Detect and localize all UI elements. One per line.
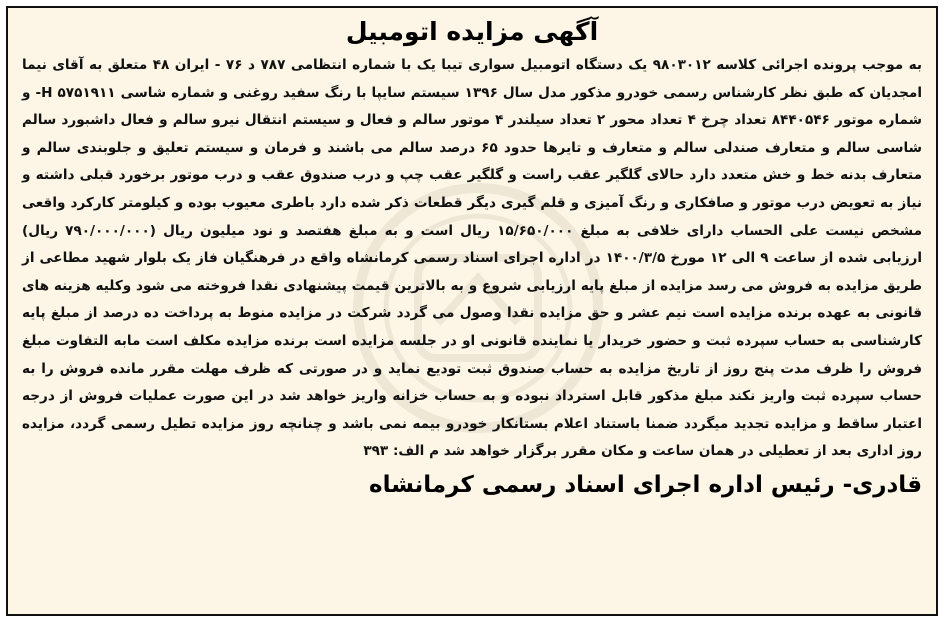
ad-body-text: به موجب پرونده اجرائی کلاسه ۹۸۰۳۰۱۲ یک دستگاه اتومبیل سواری تیبا یک با شماره انتظامی ۷۸۷ د ۷۶ - ایران ۴۸ متعلق به آقای نیما امجدیان که طبق نظر کارشناس رسمی خودرو مذکور مدل سال ۱۳۹۶ سیستم سایپا با رنگ سفید روغنی و شماره شاسی ۵۷۵۱۹۱۱ H- و شماره موتور ۸۴۴۰۵۴۶ تعداد چرخ ۴ تعداد محور ۲ تعداد سیلندر ۴ موتور سالم و فعال و سیستم انتقال نیرو سالم و فعال داشبورد سالم شاسی سالم و متعارف صندلی سالم و متعارف و تایرها حدود ۶۵ درصد سالم می باشند و فرمان و سیستم تعلیق و جلوبندی سالم و متعارف بدنه خط و خش متعدد دارد حالای گلگیر عقب راست و گلگیر عقب چپ و درب صندوق عقب و درب موتور برخورد قبلی داشته و نیاز به تعویض درب موتور و صافکاری و رنگ آمیزی و قلم گیری دیگر قطعات ذکر شده دارد باطری معیوب بوده و کیلومتر کارکرد واقعی مشخص نیست علی الحساب دارای خلافی به مبلغ ۱۵/۶۵۰/۰۰۰ ریال است و به مبلغ هفتصد و نود میلیون ریال (۷۹۰/۰۰۰/۰۰۰ ریال) ارزیابی شده از ساعت ۹ الی ۱۲ مورخ ۱۴۰۰/۳/۵ در اداره اجرای اسناد رسمی کرمانشاه واقع در فرهنگیان فاز یک بلوار شهید مطاعی از طریق مزایده به فروش می رسد مزایده از مبلغ پایه ارزیابی شروع و به بالاترین قیمت پیشنهادی نقدا فروخته می شود وکلیه هزینه های قانونی به عهده برنده مزایده است نیم عشر و حق مزایده نقدا وصول می گردد شرکت در مزایده منوط به پرداخت ده درصد از مبلغ پایه کارشناسی به حساب سپرده ثبت و حضور خریدار یا نماینده قانونی او در جلسه مزایده است برنده مزایده مکلف است مابه التفاوت مبلغ فروش را ظرف مدت پنج روز از تاریخ مزایده به حساب صندوق ثبت تودیع نماید و در صورتی که ظرف مهلت مقرر مانده فروش را به حساب سپرده ثبت واریز نکند مبلغ مذکور قابل استرداد نبوده و به حساب خزانه واریز خواهد شد در این صورت عملیات فروش از درجه اعتبار ساقط و مزایده تجدید میگردد ضمنا باستناد اعلام بستانکار خودرو بیمه نمی باشد و چنانچه روز مزایده تطیل رسمی گردد، مزایده روز اداری بعد از تعطیلی در همان ساعت و مکان مقرر برگزار خواهد شد م الف: ۳۹۳ xyxy=(22,57,923,460)
ad-signature: قادری- رئیس اداره اجرای اسناد رسمی کرمانشاه xyxy=(369,471,922,498)
advertisement-box xyxy=(6,6,938,616)
ad-title: آگهی مزایده اتومبیل xyxy=(345,17,599,46)
